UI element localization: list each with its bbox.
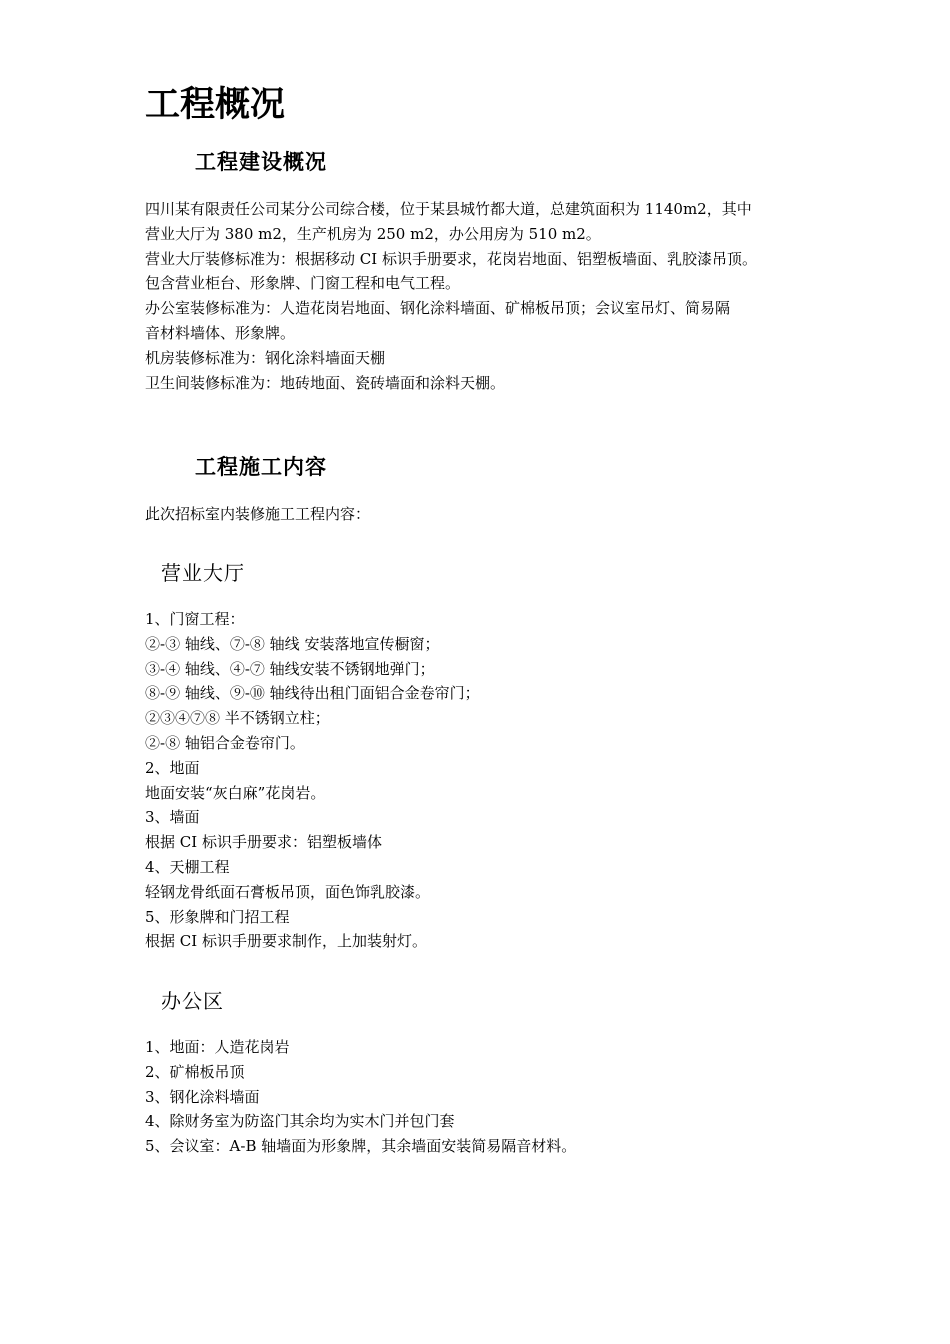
paragraph-line: 办公室装修标准为：人造花岗岩地面、钢化涂料墙面、矿棉板吊顶；会议室吊灯、简易隔: [145, 299, 731, 318]
list-item: 5、形象牌和门招工程: [145, 907, 290, 926]
list-item: ②③④⑦⑧ 半不锈钢立柱；: [145, 709, 330, 728]
list-item: 3、墙面: [145, 808, 200, 827]
list-item: ⑧-⑨ 轴线、⑨-⑩ 轴线待出租门面铝合金卷帘门；: [145, 684, 480, 703]
paragraph-line: 卫生间装修标准为：地砖地面、瓷砖墙面和涂料天棚。: [145, 373, 506, 392]
list-item: 2、矿棉板吊顶: [145, 1062, 245, 1081]
paragraph-line: 营业大厅装修标准为：根据移动 CI 标识手册要求，花岗岩地面、铝塑板墙面、乳胶漆吊顶。: [145, 249, 757, 268]
list-item: 3、钢化涂料墙面: [145, 1087, 260, 1106]
list-item: 4、天棚工程: [145, 857, 230, 876]
paragraph-line: 包含营业柜台、形象牌、门窗工程和电气工程。: [145, 274, 461, 293]
paragraph-line: 音材料墙体、形象牌。: [145, 323, 296, 342]
list-item: 1、门窗工程：: [145, 610, 245, 628]
list-item: 2、地面: [145, 758, 200, 777]
list-item: 根据 CI 标识手册要求制作，上加装射灯。: [145, 932, 427, 951]
list-item: 根据 CI 标识手册要求：铝塑板墙体: [145, 833, 382, 852]
office-area-list: [145, 1035, 825, 1159]
subsection-heading-office-area: 办公区: [161, 989, 224, 1013]
paragraph-line: 四川某有限责任公司某分公司综合楼，位于某县城竹都大道，总建筑面积为 1140m2，其中: [145, 200, 752, 218]
subsection-heading-business-hall: 营业大厅: [161, 561, 245, 585]
list-item: ②-③ 轴线、⑦-⑧ 轴线 安装落地宣传橱窗；: [145, 634, 440, 653]
paragraph-line: 营业大厅为 380 m2，生产机房为 250 m2，办公用房为 510 m2。: [145, 224, 601, 243]
list-item: 5、会议室：A-B 轴墙面为形象牌，其余墙面安装简易隔音材料。: [145, 1137, 577, 1156]
construction-overview-paragraph: [145, 197, 825, 395]
business-hall-list: [145, 607, 825, 954]
list-item: 1、地面：人造花岗岩: [145, 1038, 290, 1056]
construction-content-intro: [145, 502, 825, 527]
intro-line: 此次招标室内装修施工工程内容：: [145, 505, 371, 523]
list-item: ②-⑧ 轴铝合金卷帘门。: [145, 733, 305, 752]
document-title: 工程概况: [145, 85, 286, 125]
list-item: 地面安装“灰白麻”花岗岩。: [145, 783, 326, 802]
section-heading-construction-overview: 工程建设概况: [195, 150, 327, 174]
section-heading-construction-content: 工程施工内容: [195, 455, 327, 479]
paragraph-line: 机房装修标准为：钢化涂料墙面天棚: [145, 348, 386, 367]
list-item: 轻钢龙骨纸面石膏板吊顶，面色饰乳胶漆。: [145, 882, 431, 901]
list-item: 4、除财务室为防盗门其余均为实木门并包门套: [145, 1112, 455, 1131]
list-item: ③-④ 轴线、④-⑦ 轴线安装不锈钢地弹门；: [145, 659, 435, 678]
